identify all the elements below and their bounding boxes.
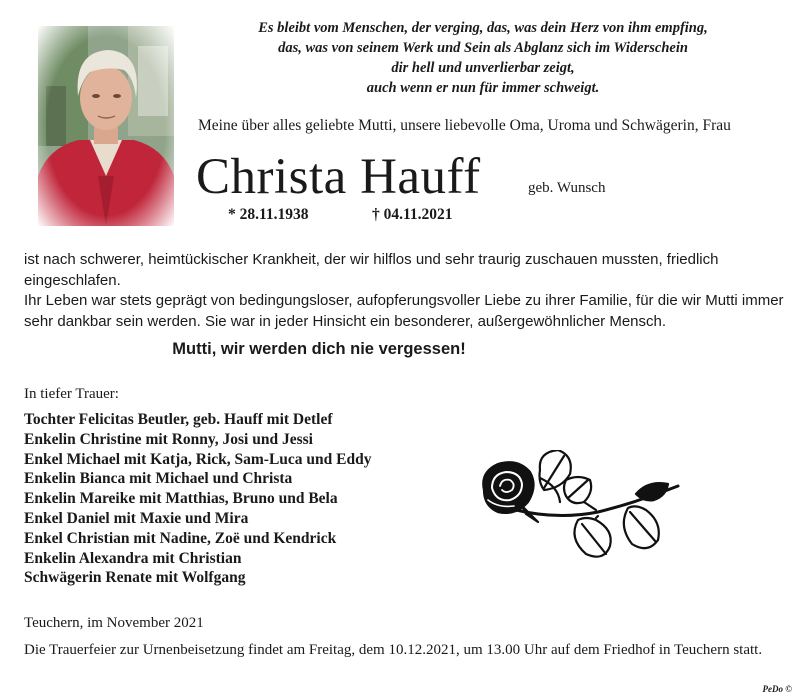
place-date: Teuchern, im November 2021 <box>24 615 204 631</box>
mourner-item: Enkel Christian mit Nadine, Zoë und Kendrick <box>24 529 337 547</box>
birth-date: * 28.11.1938 <box>228 206 309 223</box>
deceased-name: Christa Hauff <box>196 149 481 205</box>
mourner-item: Enkelin Alexandra mit Christian <box>24 549 242 567</box>
rose-icon <box>478 450 688 570</box>
obituary-text <box>24 250 784 332</box>
mourner-item: Tochter Felicitas Beutler, geb. Hauff mit Detlef <box>24 411 333 428</box>
poem-line: Es bleibt vom Menschen, der verging, das, was dein Herz von ihm empfing, <box>258 20 708 36</box>
death-date: † 04.11.2021 <box>372 206 453 223</box>
poem-line: dir hell und unverlierbar zeigt, <box>391 60 575 76</box>
poem <box>190 18 776 98</box>
portrait-photo <box>38 26 174 226</box>
designer-signature: PeDo © <box>762 684 792 694</box>
mourner-item: Enkelin Bianca mit Michael und Christa <box>24 470 293 488</box>
mourners-list <box>24 410 372 588</box>
mourner-item: Enkel Michael mit Katja, Rick, Sam-Luca und Eddy <box>24 450 372 468</box>
poem-line: auch wenn er nun für immer schweigt. <box>366 80 600 96</box>
mourner-item: Enkelin Mareike mit Matthias, Bruno und Bela <box>24 490 338 508</box>
funeral-notice: Die Trauerfeier zur Urnenbeisetzung findet am Freitag, dem 10.12.2021, um 13.00 Uhr auf dem Friedhof in Teuchern statt. <box>24 642 763 658</box>
obituary-paragraph: Ihr Leben war stets geprägt von bedingungsloser, aufopferungsvoller Liebe zu ihrer Familie, für die wir Mutti immer sehr dankbar sein werden. Sie war in jeder Hinsicht ein besonderer, außergewöhnlicher Mensch. <box>24 292 784 330</box>
mourner-item: Schwägerin Renate mit Wolfgang <box>24 569 246 587</box>
intro-line: Meine über alles geliebte Mutti, unsere liebevolle Oma, Uroma und Schwägerin, Frau <box>198 117 731 134</box>
mourner-item: Enkelin Christine mit Ronny, Josi und Jessi <box>24 430 313 448</box>
motto: Mutti, wir werden dich nie vergessen! <box>172 340 466 358</box>
maiden-name: geb. Wunsch <box>528 180 606 196</box>
mourner-item: Enkel Daniel mit Maxie und Mira <box>24 509 249 527</box>
mourning-heading: In tiefer Trauer: <box>24 386 119 402</box>
poem-line: das, was von seinem Werk und Sein als Abglanz sich im Widerschein <box>278 40 688 56</box>
obituary-paragraph: ist nach schwerer, heimtückischer Krankheit, der wir hilflos und sehr traurig zuschauen mussten, friedlich eingeschlafen. <box>24 251 719 289</box>
